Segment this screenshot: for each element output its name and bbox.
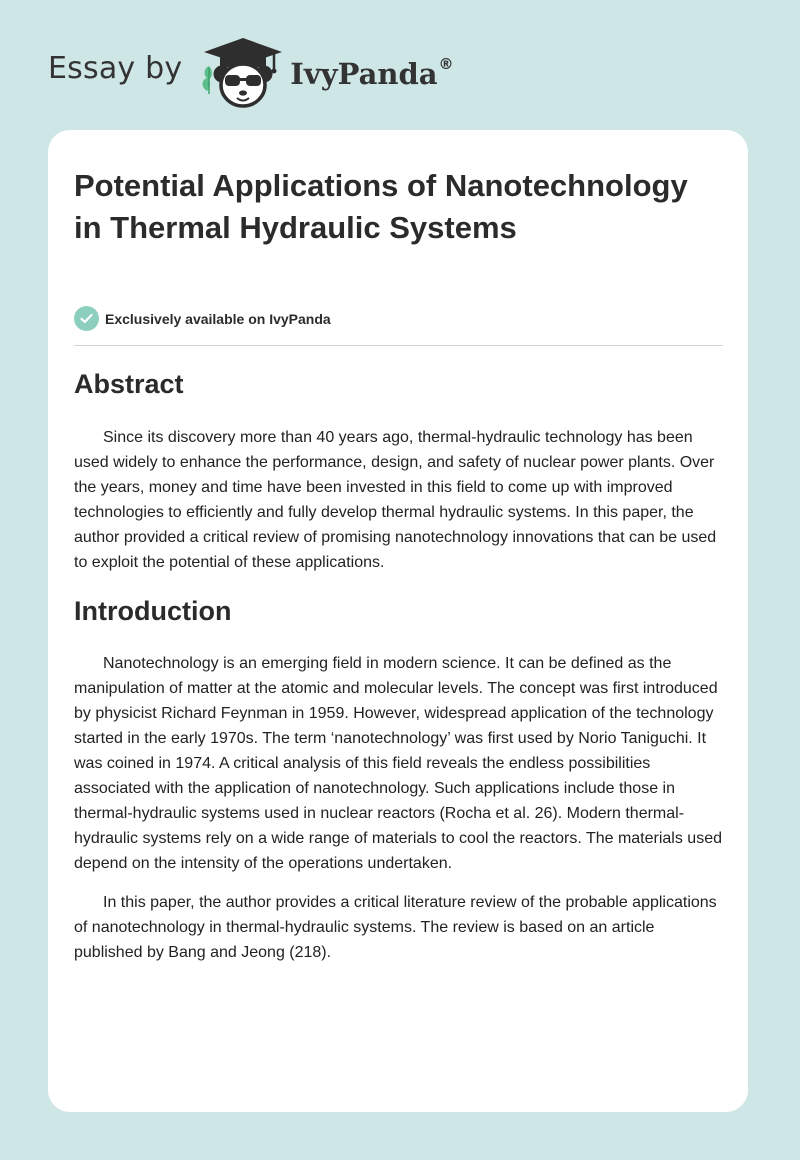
divider bbox=[74, 345, 723, 346]
essay-by-label: Essay by bbox=[48, 50, 183, 86]
registered-mark: ® bbox=[438, 55, 454, 74]
exclusive-label: Exclusively available on IvyPanda bbox=[105, 310, 331, 327]
section-introduction bbox=[74, 589, 724, 965]
section-heading: Introduction bbox=[74, 596, 232, 626]
check-circle-icon bbox=[74, 306, 99, 331]
essay-body bbox=[74, 362, 724, 965]
paragraph: Nanotechnology is an emerging field in modern science. It can be defined as the manipulation of matter at the atomic and molecular levels. The concept was first introduced by physicist Richard Feynman in 1959. However, widespread application of the technology started in the early 1970s. The term ‘nanotechnology’ was first used by Norio Taniguchi. It was coined in 1974. A critical analysis of this field reveals the endless possibilities associated with the application of nanotechnology. Such applications include those in thermal-hydraulic systems used in nuclear reactors (Rocha et al. 26). Modern thermal-hydraulic systems rely on a wide range of materials to cool the reactors. The materials used depend on the intensity of the operations undertaken. bbox=[74, 655, 722, 872]
exclusive-badge bbox=[74, 306, 331, 331]
paragraph: In this paper, the author provides a critical literature review of the probable applications of nanotechnology in thermal-hydraulic systems. The review is based on an article published by Bang and Jeong (218). bbox=[74, 894, 717, 961]
section-abstract bbox=[74, 362, 724, 575]
essay-card bbox=[48, 130, 748, 1112]
brand-name[interactable]: IvyPanda® bbox=[290, 55, 454, 91]
section-heading: Abstract bbox=[74, 369, 184, 399]
brand-header bbox=[48, 34, 454, 110]
paragraph: Since its discovery more than 40 years ago, thermal-hydraulic technology has been used widely to enhance the performance, design, and safety of nuclear power plants. Over the years, money and time have been invested in this field to come up with improved technologies to efficiently and fully develop thermal hydraulic systems. In this paper, the author provided a critical review of promising nanotechnology innovations that can be used to exploit the potential of these applications. bbox=[74, 429, 717, 571]
page-title: Potential Applications of Nanotechnology in Thermal Hydraulic Systems bbox=[74, 168, 688, 245]
panda-graduation-cap-icon[interactable] bbox=[200, 34, 286, 110]
